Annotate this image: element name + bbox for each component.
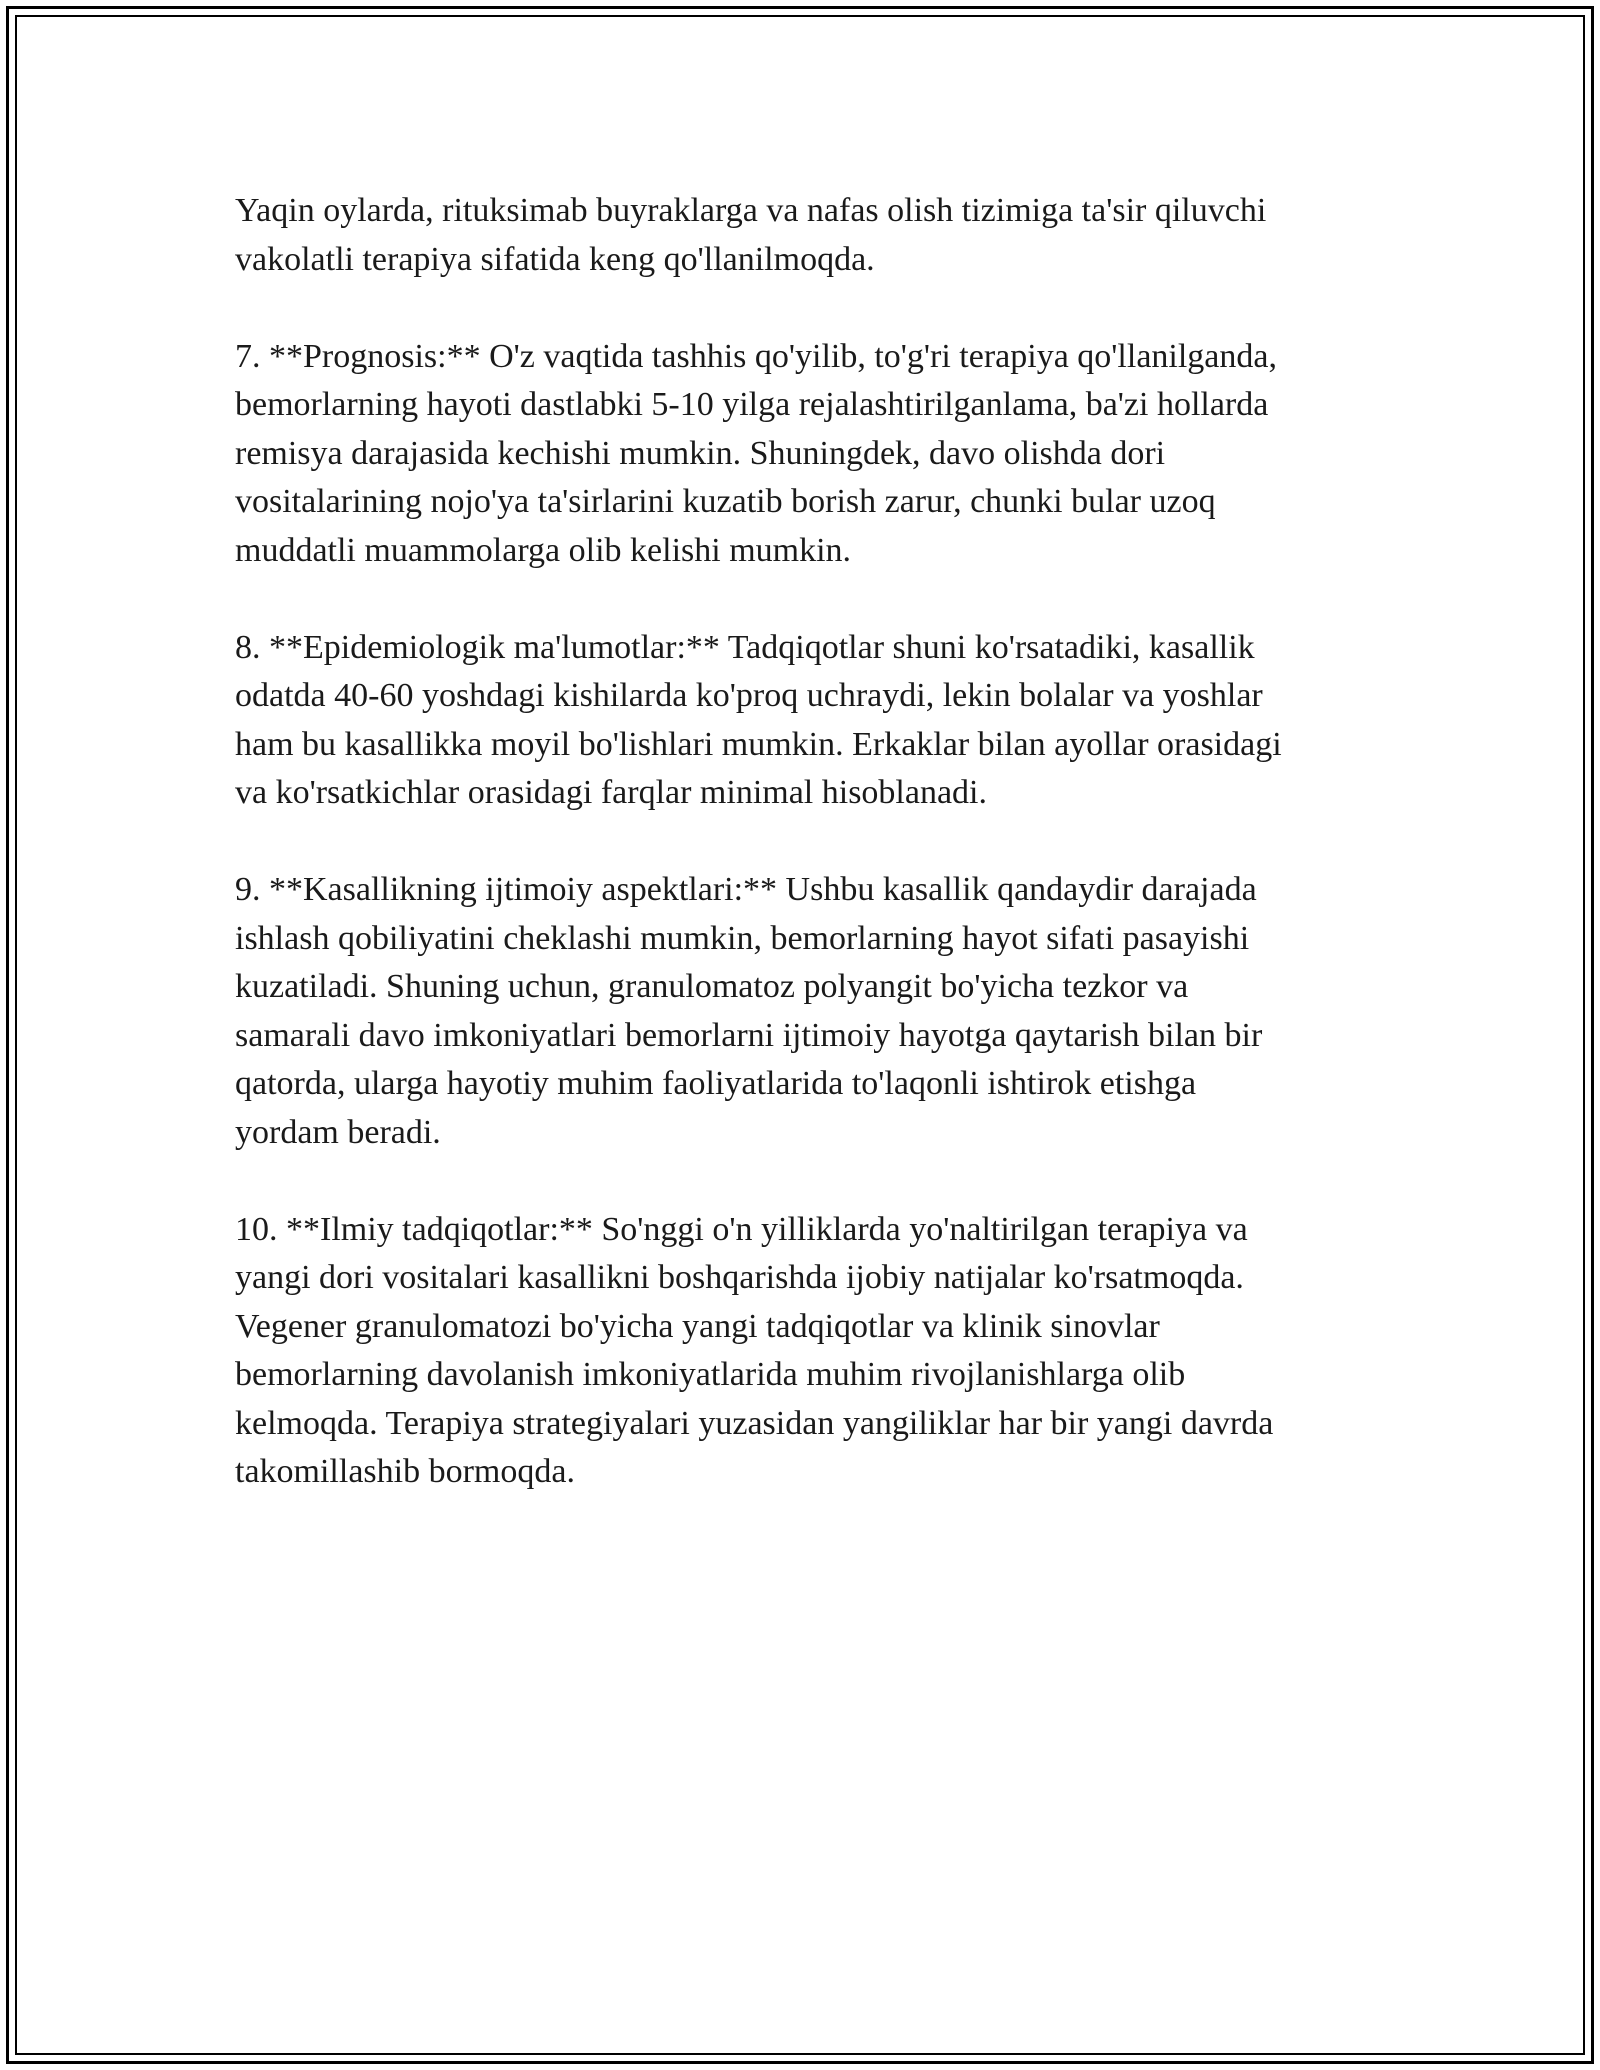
paragraph-epidemiology: 8. **Epidemiologik ma'lumotlar:** Tadqiqotlar shuni ko'rsatadiki, kasallik odatda 40-60 yoshdagi kishilarda ko'proq uchraydi, lekin bolalar va yoshlar ham bu kasallikka moyil bo'lishlari mumkin. Erkaklar bilan ayollar orasidagi va ko'rsatkichlar orasidagi farqlar minimal hisoblanadi. (235, 628, 1282, 811)
paragraph-research: 10. **Ilmiy tadqiqotlar:** So'nggi o'n yilliklarda yo'naltirilgan terapiya va yangi dori vositalari kasallikni boshqarishda ijobiy natijalar ko'rsatmoqda. Vegener granulomatozi bo'yicha yangi tadqiqotlar va klinik sinovlar bemorlarning davolanish imkoniyatlarida muhim rivojlanishlarga olib kelmoqda. Terapiya strategiyalari yuzasidan yangiliklar har bir yangi davrda takomillashib bormoqda. (235, 1210, 1274, 1490)
paragraph-intro: Yaqin oylarda, rituksimab buyraklarga va nafas olish tizimiga ta'sir qiluvchi vakolatli terapiya sifatida keng qo'llanilmoqda. (235, 192, 1267, 278)
document-body (235, 187, 1395, 1545)
paragraph-prognosis: 7. **Prognosis:** O'z vaqtida tashhis qo'yilib, to'g'ri terapiya qo'llanilganda, bemorlarning hayoti dastlabki 5-10 yilga rejalashtirilganlama, ba'zi hollarda remisya darajasida kechishi mumkin. Shuningdek, davo olishda dori vositalarining nojo'ya ta'sirlarini kuzatib borish zarur, chunki bular uzoq muddatli muammolarga olib kelishi mumkin. (235, 337, 1277, 569)
paragraph-social-aspects: 9. **Kasallikning ijtimoiy aspektlari:** Ushbu kasallik qandaydir darajada ishlash qobiliyatini cheklashi mumkin, bemorlarning hayot sifati pasayishi kuzatiladi. Shuning uchun, granulomatoz polyangit bo'yicha tezkor va samarali davo imkoniyatlari bemorlarni ijtimoiy hayotga qaytarish bilan bir qatorda, ularga hayotiy muhim faoliyatlarida to'laqonli ishtirok etishga yordam beradi. (235, 871, 1263, 1151)
